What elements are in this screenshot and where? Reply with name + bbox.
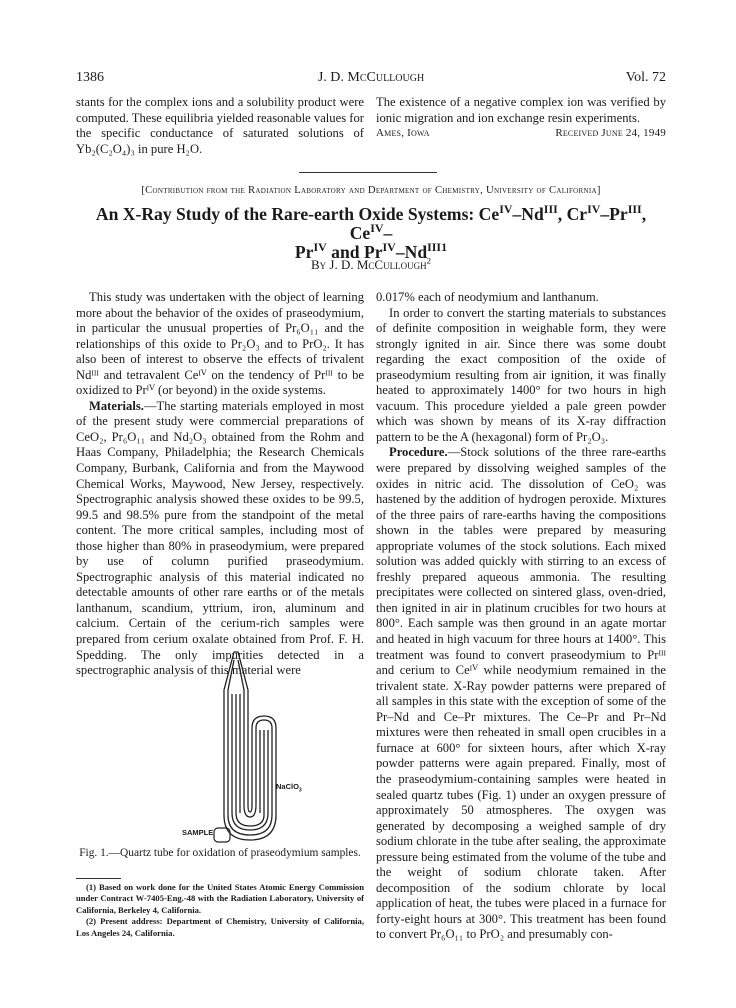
procedure-paragraph: Procedure.—Stock solutions of the three rare-earths were prepared by dissolving weighed samples of the oxides in nitric acid. The dissolution of CeO₂ was hastened by the addition of hydrogen peroxide. Mixtures of the three pairs of rare-earths having the compositions shown in the tables were prepared by measuring appropriate volumes of the stock solutions. Each mixed solution was added quickly with stirring to an excess of freshly prepared aqueous ammonia. The resulting precipitates were collected on sintered glass, oven-dried, then ignited in air in platinum crucibles for two hours at 800°. Each sample was then ground in an agate mortar and heated in high vacuum for three hours at 1400°. This treatment was found to convert praseodymium to Prᴵᴵᴵ and cerium to Ceᴵⱽ while neodymium remained in the trivalent state. X-Ray powder patterns were prepared of all samples in this state with the exception of some of the Pr–Nd and Ce–Pr mixtures. The Ce–Pr and Pr–Nd mixtures were then reheated in small open crucibles in a furnace at 600° for sixteen hours, after which X-ray powder patterns were again prepared. Finally, most of the praseodymium-containing samples were heated in sealed quartz tubes (Fig. 1) under an oxygen pressure of approximately 50 atmospheres. The oxygen was generated by decomposing a weighed sample of dry sodium chlorate in the tube after sealing, the approximate pressure being estimated from the volume of the tube and the weight of sodium chlorate taken. After decomposition of the sodium chlorate by local application of heat, the tubes were placed in a furnace for forty-eight hours at 300°. This treatment has been found to convert Pr₆O₁₁ to PrO₂ and presumably con- (376, 445, 666, 942)
figure-caption: Fig. 1.—Quartz tube for oxidation of praseodymium samples. (79, 847, 361, 859)
article-title: An X-Ray Study of the Rare-earth Oxide Systems: $Ce^{IV}-Nd^{III}$, $Cr^{IV}-Pr^{III}$, $Ce^{IV}-$ $Pr^{IV}$ and $Pr^{IV}-Nd^{III1}$ (95, 202, 647, 262)
running-title: J. D. McCullough (317, 70, 425, 85)
prev-left-text: stants for the complex ions and a solubility product were computed. These equilibria yielded reasonable values for the specific conductance of saturated solutions of (76, 95, 364, 141)
prev-right-text: The existence of a negative complex ion was verified by ionic migration and ion exchange resin experiments. (376, 95, 666, 125)
sample-label: SAMPLE (182, 828, 214, 837)
footnote-1: (1) Based on work done for the United States Atomic Energy Commission under Contract W-7405-Eng.-48 with the Radiation Laboratory, University of California, Berkeley 4, California. (76, 882, 364, 915)
contribution-line: [Contribution from the Radiation Laboratory and Department of Chemistry, University of California] (141, 185, 601, 196)
impurities-continuation: 0.017% each of neodymium and lanthanum. (376, 290, 599, 304)
right-column (376, 290, 666, 943)
byline: By J. D. McCullough$^2$ (310, 255, 431, 272)
title-footnote-marker: 1 (441, 240, 448, 255)
prev-left-tail: in pure H₂O. (134, 141, 203, 156)
conversion-paragraph: In order to convert the starting materials to substances of definite composition in weighable form, they were strongly ignited in air. Since there was some doubt regarding the exact composition of the oxide of praseodymium resulting from air ignition, it was finally heated to approximately 1400° for two hours in high vacuum. This procedure yielded a pale green powder which was shown by means of its X-ray diffraction pattern to be the A (hexagonal) form of Pr₂O₃. (376, 305, 666, 444)
figure-quartz-tube (126, 650, 316, 845)
footnote-rule (76, 878, 121, 879)
byline-footnote-marker: 2 (426, 255, 431, 266)
naclo3-label: NaClO$_3$ (276, 782, 302, 794)
previous-article-right (376, 95, 666, 142)
footnote-2: (2) Present address: Department of Chemistry, University of California, Los Angeles 24, California. (76, 916, 364, 938)
prev-left-formula: Yb₂(C₂O₄)₃ (76, 141, 135, 156)
prev-received: Received June 24, 1949 (555, 127, 666, 140)
previous-article-left (76, 95, 364, 157)
prev-location: Ames, Iowa (376, 127, 430, 140)
volume-number: Vol. 72 (625, 70, 666, 85)
procedure-heading: Procedure. (389, 445, 448, 460)
materials-paragraph: Materials.—The starting materials employed in most of the present study were commercial preparations of CeO₂, Pr₆O₁₁ and Nd₂O₃ obtained from the Rohm and Haas Company, Philadelphia; the Research Chemicals Company, Burbank, California and from the Maywood Chemical Works, Maywood, New Jersey, respectively. Spectrographic analysis showed these oxides to be 99.5, 99.5 and 98.5% pure from the standpoint of the metal content. The more critical samples, including most of those higher than 80% in praseodymium, were prepared by use of column purified praseodymium. Spectrographic analysis of this material indicated no detectable amounts of other rare earths or of the metals lanthanum, scandium, yttrium, iron, aluminum and calcium. Certain of the cerium-rich samples were prepared from cerium oxalate obtained from Prof. F. H. Spedding. The only impurities detected in a spectrographic analysis of this material were (76, 398, 364, 678)
quartz-tube-drawing (126, 650, 316, 845)
journal-page (76, 0, 666, 1008)
left-column (76, 290, 364, 679)
page-number: 1386 (76, 70, 104, 85)
materials-heading: Materials. (89, 398, 144, 413)
intro-paragraph: This study was undertaken with the object of learning more about the behavior of the oxides of praseodymium, in particular the unusual properties of Pr₆O₁₁ and the relationships of this oxide to Pr₂O₃ and to PrO₂. It has also been of interest to observe the effects of trivalent Ndᴵᴵᴵ and tetravalent Ceᴵⱽ on the tendency of Prᴵᴵᴵ to be oxidized to Prᴵⱽ (or beyond) in the oxide systems. (76, 290, 364, 398)
footnotes (76, 882, 364, 939)
running-header (76, 70, 666, 90)
separator-rule (299, 172, 437, 173)
